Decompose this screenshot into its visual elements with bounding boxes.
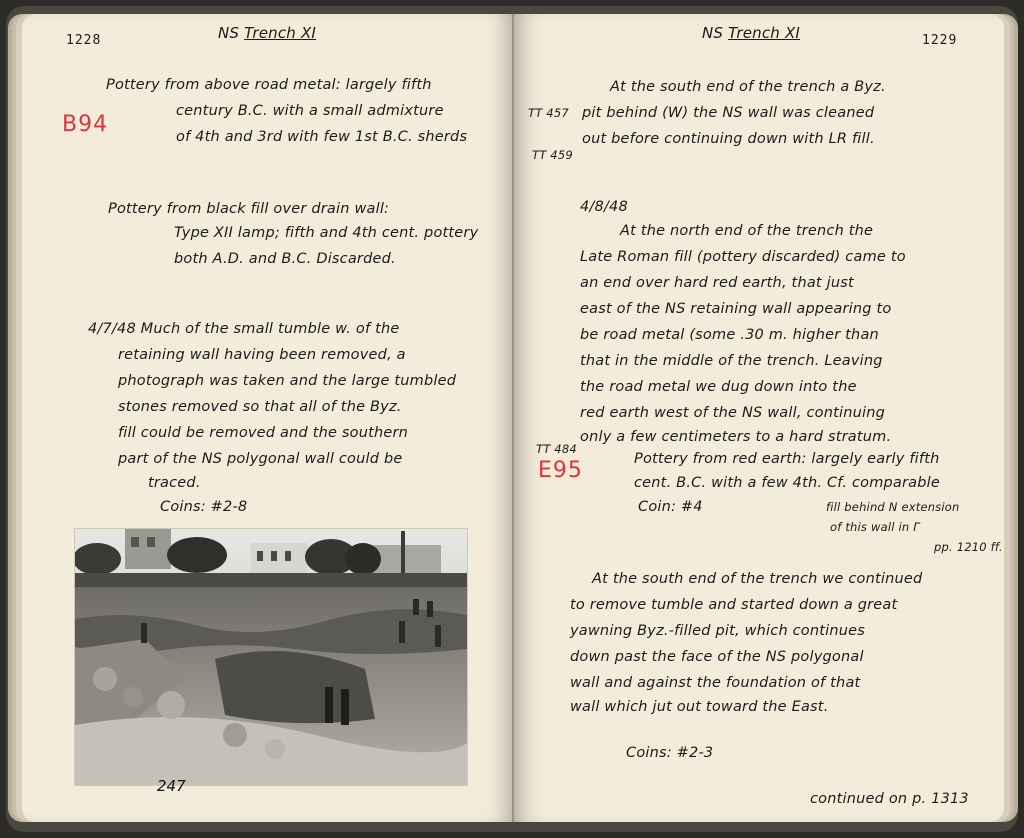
continuation-note: continued on p. 1313	[810, 791, 969, 807]
left-line: century B.C. with a small admixture	[176, 103, 444, 119]
right-page-header	[702, 24, 800, 42]
right-line: At the south end of the trench we continued	[592, 571, 923, 587]
left-line: of 4th and 3rd with few 1st B.C. sherds	[176, 129, 468, 145]
left-line: fill could be removed and the southern	[118, 425, 409, 441]
right-line: At the south end of the trench a Byz.	[610, 79, 886, 95]
right-line: red earth west of the NS wall, continuing	[580, 405, 885, 421]
left-line: stones removed so that all of the Byz.	[118, 399, 402, 415]
right-line: Coins: #2-3	[626, 745, 714, 761]
right-page	[514, 14, 1004, 822]
margin-ref: TT 484	[536, 442, 577, 456]
right-line: wall which jut out toward the East.	[570, 699, 829, 715]
right-line: Late Roman fill (pottery discarded) came to	[580, 249, 906, 265]
right-line: east of the NS retaining wall appearing to	[580, 301, 892, 317]
right-line: Coin: #4	[638, 499, 703, 515]
right-line: to remove tumble and started down a great	[570, 597, 898, 613]
left-line: retaining wall having been removed, a	[118, 347, 406, 363]
margin-ref: TT 457	[528, 106, 569, 120]
right-line: down past the face of the NS polygonal	[570, 649, 864, 665]
photo-caption: 247	[157, 777, 186, 795]
left-line: part of the NS polygonal wall could be	[118, 451, 403, 467]
right-header-title: Trench XI	[728, 24, 801, 42]
right-date: 4/8/48	[580, 199, 628, 215]
left-line: 4/7/48 Much of the small tumble w. of the	[88, 321, 400, 337]
left-line: Pottery from black fill over drain wall:	[108, 201, 390, 217]
left-page	[22, 14, 514, 822]
left-line: Type XII lamp; fifth and 4th cent. pottery	[174, 225, 479, 241]
left-line: Pottery from above road metal: largely fifth	[106, 77, 432, 93]
excavation-photograph	[74, 528, 468, 795]
margin-ref: TT 459	[532, 148, 573, 162]
right-line: the road metal we dug down into the	[580, 379, 857, 395]
right-line: fill behind N extension	[826, 500, 960, 514]
right-line: be road metal (some .30 m. higher than	[580, 327, 879, 343]
left-page-header	[218, 24, 316, 42]
right-line: yawning Byz.-filled pit, which continues	[570, 623, 866, 639]
left-line: photograph was taken and the large tumbled	[118, 373, 457, 389]
left-header-title: Trench XI	[244, 24, 317, 42]
left-line: traced.	[148, 475, 201, 491]
right-line: At the north end of the trench the	[620, 223, 874, 239]
right-header-prefix: NS	[702, 24, 724, 42]
right-stamp: E95	[538, 458, 583, 483]
right-line: of this wall in Γ	[830, 520, 920, 534]
right-line: cent. B.C. with a few 4th. Cf. comparable	[634, 475, 941, 491]
right-line: that in the middle of the trench. Leaving	[580, 353, 883, 369]
left-line: both A.D. and B.C. Discarded.	[174, 251, 396, 267]
right-line: an end over hard red earth, that just	[580, 275, 854, 291]
left-stamp: B94	[62, 112, 109, 137]
right-page-number: 1229	[922, 33, 958, 48]
right-line: pit behind (W) the NS wall was cleaned	[582, 105, 875, 121]
right-line: wall and against the foundation of that	[570, 675, 861, 691]
left-page-number: 1228	[66, 33, 102, 48]
left-header-prefix: NS	[218, 24, 240, 42]
left-line: Coins: #2-8	[160, 499, 248, 515]
right-line: Pottery from red earth: largely early fifth	[634, 451, 940, 467]
right-line: pp. 1210 ff.	[934, 540, 1003, 554]
right-line: only a few centimeters to a hard stratum.	[580, 429, 892, 445]
right-line: out before continuing down with LR fill.	[582, 131, 875, 147]
excavation-photo-image	[75, 529, 467, 785]
